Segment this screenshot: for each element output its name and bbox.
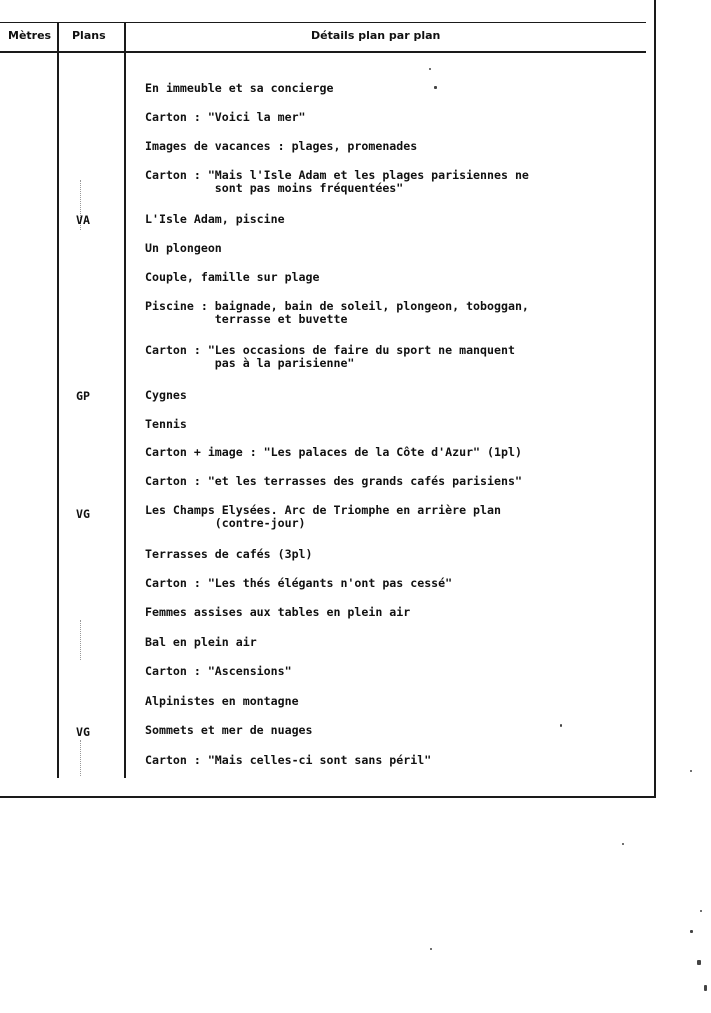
detail-row: Sommets et mer de nuages: [145, 723, 313, 737]
scan-speck: [690, 930, 693, 933]
plan-marker: GP: [76, 389, 90, 403]
detail-row: L'Isle Adam, piscine: [145, 212, 285, 226]
column-divider-metres: [57, 22, 59, 778]
scan-speck: [560, 724, 562, 727]
scan-speck: [429, 68, 431, 70]
column-divider-plans: [124, 22, 126, 778]
plan-marker: VG: [76, 725, 90, 739]
detail-row: Tennis: [145, 417, 187, 431]
scan-speck: [704, 985, 707, 991]
detail-row: Carton : "Voici la mer": [145, 110, 306, 124]
plans-guide-line: [80, 620, 81, 660]
detail-row: Carton : "Les occasions de faire du sport ne manquent pas à la parisienne": [145, 343, 515, 370]
detail-row: Images de vacances : plages, promenades: [145, 139, 418, 153]
detail-row: Alpinistes en montagne: [145, 694, 299, 708]
plan-marker: VA: [76, 213, 90, 227]
detail-row: Carton : "et les terrasses des grands cafés parisiens": [145, 474, 522, 488]
scan-speck: [690, 770, 692, 772]
detail-row: Un plongeon: [145, 241, 222, 255]
detail-row: Bal en plein air: [145, 635, 257, 649]
plans-guide-line: [80, 740, 81, 776]
table-right-border: [654, 0, 656, 798]
scan-speck: [434, 86, 437, 89]
header-details: Détails plan par plan: [311, 29, 441, 42]
detail-row: Carton : "Les thés élégants n'ont pas cessé": [145, 576, 453, 590]
detail-row: Couple, famille sur plage: [145, 270, 320, 284]
detail-row: Carton + image : "Les palaces de la Côte d'Azur" (1pl): [145, 445, 522, 459]
detail-row: Piscine : baignade, bain de soleil, plongeon, toboggan, terrasse et buvette: [145, 299, 529, 326]
detail-row: Cygnes: [145, 388, 187, 402]
scan-speck: [697, 960, 701, 965]
detail-row: Carton : "Mais celles-ci sont sans péril": [145, 753, 432, 767]
header-plans: Plans: [72, 29, 106, 42]
detail-row: En immeuble et sa concierge: [145, 81, 334, 95]
table-top-border: [0, 22, 646, 23]
table-bottom-border: [0, 796, 656, 798]
detail-row: Les Champs Elysées. Arc de Triomphe en arrière plan (contre-jour): [145, 503, 501, 530]
detail-row: Terrasses de cafés (3pl): [145, 547, 313, 561]
header-metres: Mètres: [8, 29, 52, 42]
detail-row: Carton : "Ascensions": [145, 664, 292, 678]
scan-speck: [430, 948, 432, 950]
scan-speck: [700, 910, 702, 912]
scan-speck: [622, 843, 624, 845]
header-bottom-border: [0, 51, 646, 53]
plan-marker: VG: [76, 507, 90, 521]
detail-row: Carton : "Mais l'Isle Adam et les plages parisiennes ne sont pas moins fréquentées": [145, 168, 529, 195]
detail-row: Femmes assises aux tables en plein air: [145, 605, 411, 619]
